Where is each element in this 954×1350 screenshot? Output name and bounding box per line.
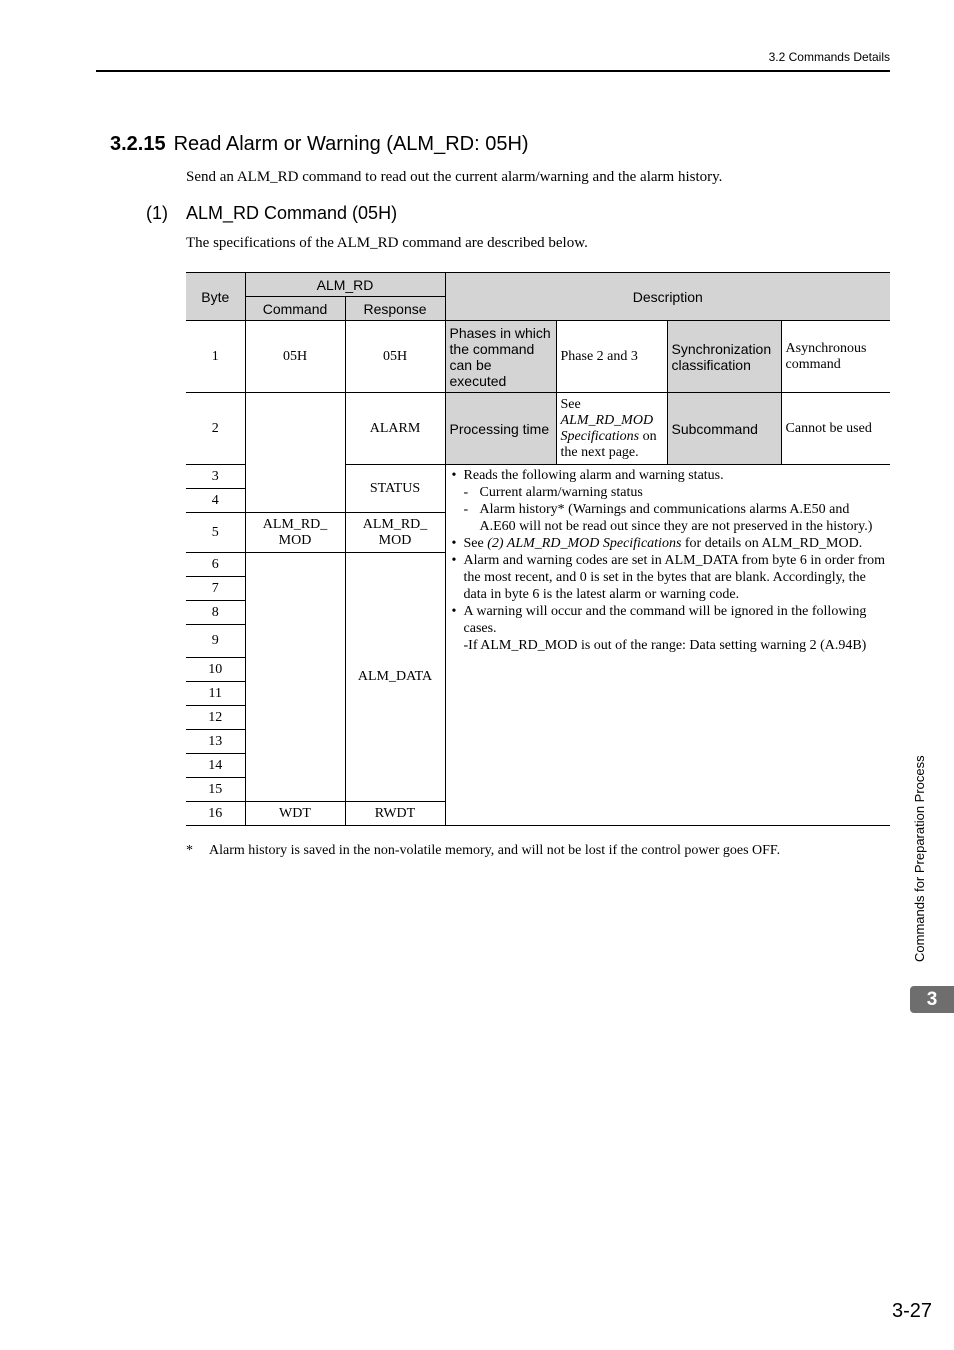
byte-cell: 15 [186, 778, 245, 802]
phases-value: Phase 2 and 3 [556, 321, 667, 393]
subcommand-value: Cannot be used [781, 393, 890, 465]
byte-cell: 11 [186, 682, 245, 706]
response-cell: RWDT [345, 802, 445, 826]
subcommand-label: Subcommand [667, 393, 781, 465]
section-title [110, 133, 529, 156]
desc-warning-case: -If ALM_RD_MOD is out of the range: Data setting warning 2 (A.94B) [463, 638, 867, 653]
response-cell: ALM_RD_ MOD [345, 513, 445, 553]
command-cell-empty [245, 393, 345, 513]
header-rule [96, 70, 890, 72]
response-cell: ALARM [345, 393, 445, 465]
desc-current-alarm: - Current alarm/warning status [452, 484, 887, 501]
header-description: Description [445, 273, 890, 321]
header-command-name: ALM_RD [245, 273, 445, 297]
command-cell-empty [245, 553, 345, 802]
processing-time-value [556, 393, 667, 465]
page-number: 3-27 [891, 1300, 932, 1322]
byte-cell: 9 [186, 625, 245, 658]
byte-cell: 13 [186, 730, 245, 754]
byte-cell: 4 [186, 489, 245, 513]
footnote [186, 843, 780, 859]
chapter-side-label: Commands for Preparation Process [912, 755, 927, 962]
section-title-text: Read Alarm or Warning (ALM_RD: 05H) [173, 133, 529, 155]
processing-time-label: Processing time [445, 393, 556, 465]
byte-cell: 8 [186, 601, 245, 625]
section-intro: Send an ALM_RD command to read out the current alarm/warning and the alarm history. [186, 169, 723, 185]
desc-bullet-read-status: • Reads the following alarm and warning status. [452, 467, 887, 484]
response-cell: 05H [345, 321, 445, 393]
byte-cell: 5 [186, 513, 245, 553]
subsection-title [146, 203, 397, 224]
command-cell: ALM_RD_ MOD [245, 513, 345, 553]
byte-cell: 6 [186, 553, 245, 577]
command-cell: 05H [245, 321, 345, 393]
byte-cell: 7 [186, 577, 245, 601]
running-header: 3.2 Commands Details [768, 50, 890, 64]
byte-cell: 12 [186, 706, 245, 730]
desc-see: See [463, 536, 484, 551]
footnote-mark: * [186, 843, 193, 858]
desc-mod-after: for details on ALM_RD_MOD. [684, 536, 863, 551]
chapter-tab: 3 [910, 986, 954, 1013]
description-cell [445, 465, 890, 826]
header-byte: Byte [186, 273, 245, 321]
desc-bullet-see-mod [452, 535, 887, 552]
header-response: Response [345, 297, 445, 321]
proc-ref: ALM_RD_MOD Specifications [560, 412, 654, 444]
byte-cell: 14 [186, 754, 245, 778]
byte-cell: 3 [186, 465, 245, 489]
proc-see: See [560, 396, 581, 412]
byte-cell: 1 [186, 321, 245, 393]
response-alm-data: ALM_DATA [345, 553, 445, 802]
byte-cell: 2 [186, 393, 245, 465]
proc-after: on the next page. [560, 428, 657, 460]
byte-cell: 10 [186, 658, 245, 682]
header-command: Command [245, 297, 345, 321]
desc-bullet-alarm-codes: • Alarm and warning codes are set in ALM_DATA from byte 6 in order from the most recent, and 0 is set in the bytes that are blank. Accordingly, the data in byte 6 is the latest alarm or warning code. [452, 552, 887, 603]
desc-bullet-warning: • A warning will occur and the command will be ignored in the following cases. [452, 603, 887, 637]
phases-label: Phases in which the command can be executed [445, 321, 556, 393]
alm-rd-command-table [186, 272, 890, 826]
subsection-title-text: ALM_RD Command (05H) [186, 203, 398, 223]
desc-alarm-history: - Alarm history* (Warnings and communications alarms A.E50 and A.E60 will not be read out since they are not preserved in the history.) [452, 501, 887, 535]
desc-mod-ref: (2) ALM_RD_MOD Specifications [487, 536, 682, 551]
sync-value: Asynchronous command [781, 321, 890, 393]
subsection-lead: The specifications of the ALM_RD command are described below. [186, 235, 588, 251]
byte-cell: 16 [186, 802, 245, 826]
command-cell: WDT [245, 802, 345, 826]
sync-label: Synchronization classification [667, 321, 781, 393]
response-status: STATUS [345, 465, 445, 513]
section-number: 3.2.15 [110, 133, 166, 155]
subsection-number: (1) [146, 203, 168, 223]
footnote-text: Alarm history is saved in the non-volatile memory, and will not be lost if the control power goes OFF. [209, 843, 781, 858]
